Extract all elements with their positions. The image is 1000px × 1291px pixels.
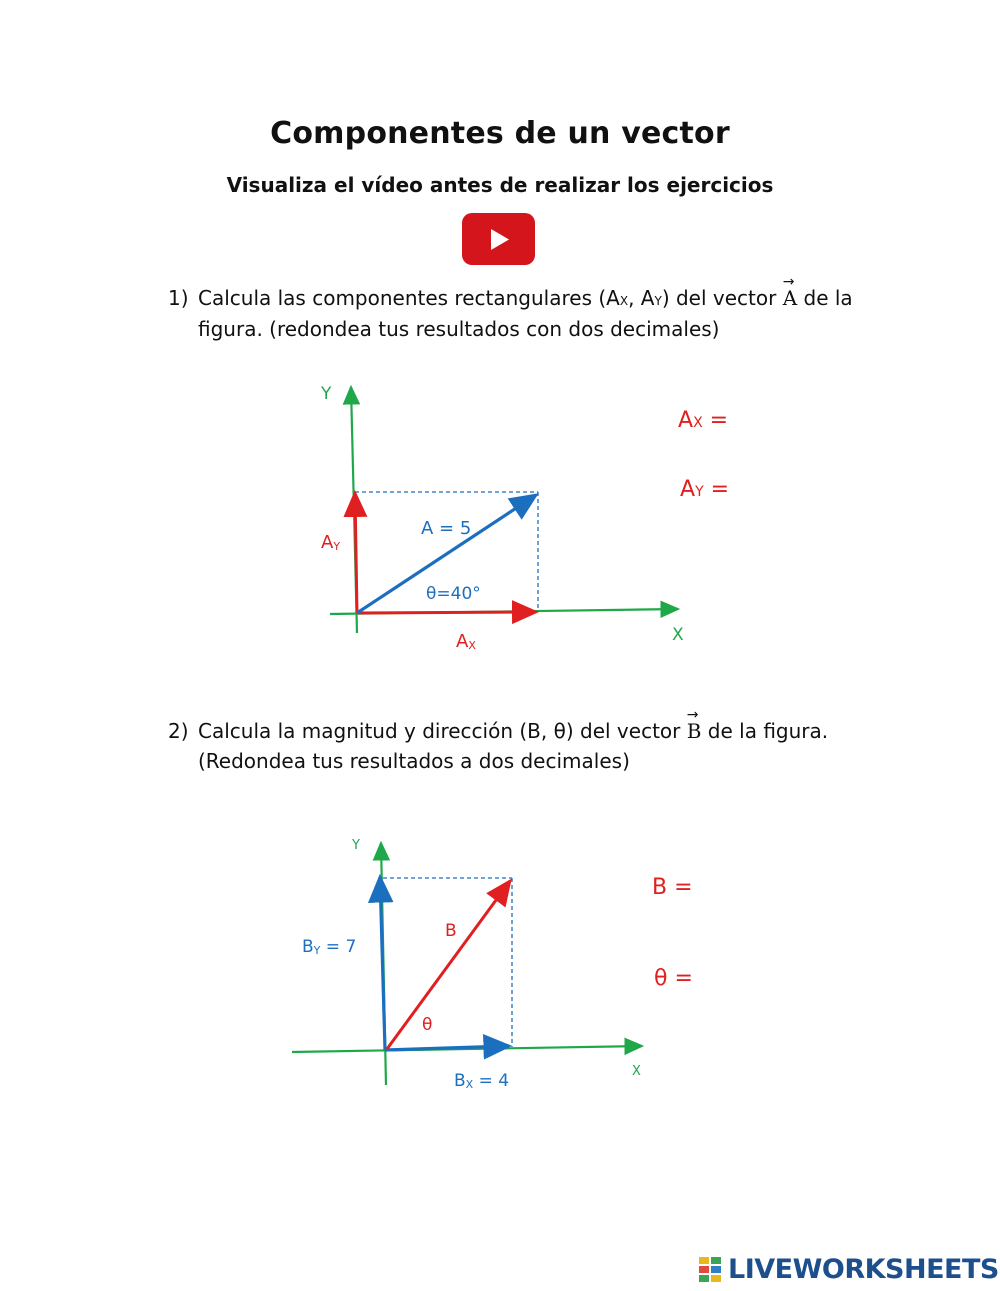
q2-text-after: de la figura. (701, 719, 829, 743)
component-by-label: BY = 7 (302, 937, 357, 957)
q1-sub-y: Y (654, 294, 662, 308)
component-bx-label: BX = 4 (454, 1071, 510, 1091)
figure-2-vector-diagram (280, 825, 680, 1115)
y-axis-label: Y (352, 838, 360, 853)
q1-comma: , A (628, 286, 655, 310)
q1-text-mid: ) del vector (661, 286, 783, 310)
component-ax-arrow (357, 612, 536, 613)
x-axis-label: X (672, 625, 684, 645)
component-ax-label: AX (456, 631, 476, 652)
q1-text-after: de la (797, 286, 853, 310)
question-2-line-2: (Redondea tus resultados a dos decimales) (198, 749, 630, 773)
question-1-line-2: figura. (redondea tus resultados con dos decimales) (198, 317, 720, 341)
question-2-line-1 (198, 707, 829, 743)
q2-text-before: Calcula la magnitud y dirección (B, θ) del vector (198, 719, 687, 743)
answer-ay-field[interactable]: AY = (680, 477, 730, 502)
answer-theta-field[interactable]: θ = (654, 966, 693, 991)
q1-text-before: Calcula las componentes rectangulares (A (198, 286, 620, 310)
figure-1-vector-diagram (300, 375, 720, 675)
page-title: Componentes de un vector (270, 116, 730, 151)
component-ay-arrow (355, 493, 357, 613)
question-1-number: 1) (168, 286, 189, 310)
liveworksheets-logo-icon (698, 1256, 724, 1284)
component-ay-label: AY (321, 532, 341, 553)
liveworksheets-brand-text: LIVEWORKSHEETS (728, 1254, 999, 1285)
x-axis-label: X (632, 1064, 641, 1079)
y-axis-label: Y (321, 384, 332, 404)
q1-sub-x: X (619, 294, 629, 308)
vector-a-magnitude-label: A = 5 (421, 518, 472, 539)
vector-b-arrow (387, 881, 510, 1049)
video-play-button[interactable] (462, 213, 535, 265)
vector-b-symbol: → B (686, 707, 702, 743)
angle-label: θ (422, 1015, 433, 1035)
vector-a-symbol: → A (782, 274, 798, 310)
answer-ax-field[interactable]: AX = (678, 408, 729, 433)
page-subtitle: Visualiza el vídeo antes de realizar los ejercicios (226, 173, 774, 197)
youtube-play-icon (462, 213, 535, 265)
angle-label: θ=40° (426, 584, 481, 604)
answer-b-field[interactable]: B = (652, 875, 693, 900)
vector-b-label: B (445, 921, 457, 941)
question-1-line-1 (198, 274, 853, 310)
question-2-number: 2) (168, 719, 189, 743)
